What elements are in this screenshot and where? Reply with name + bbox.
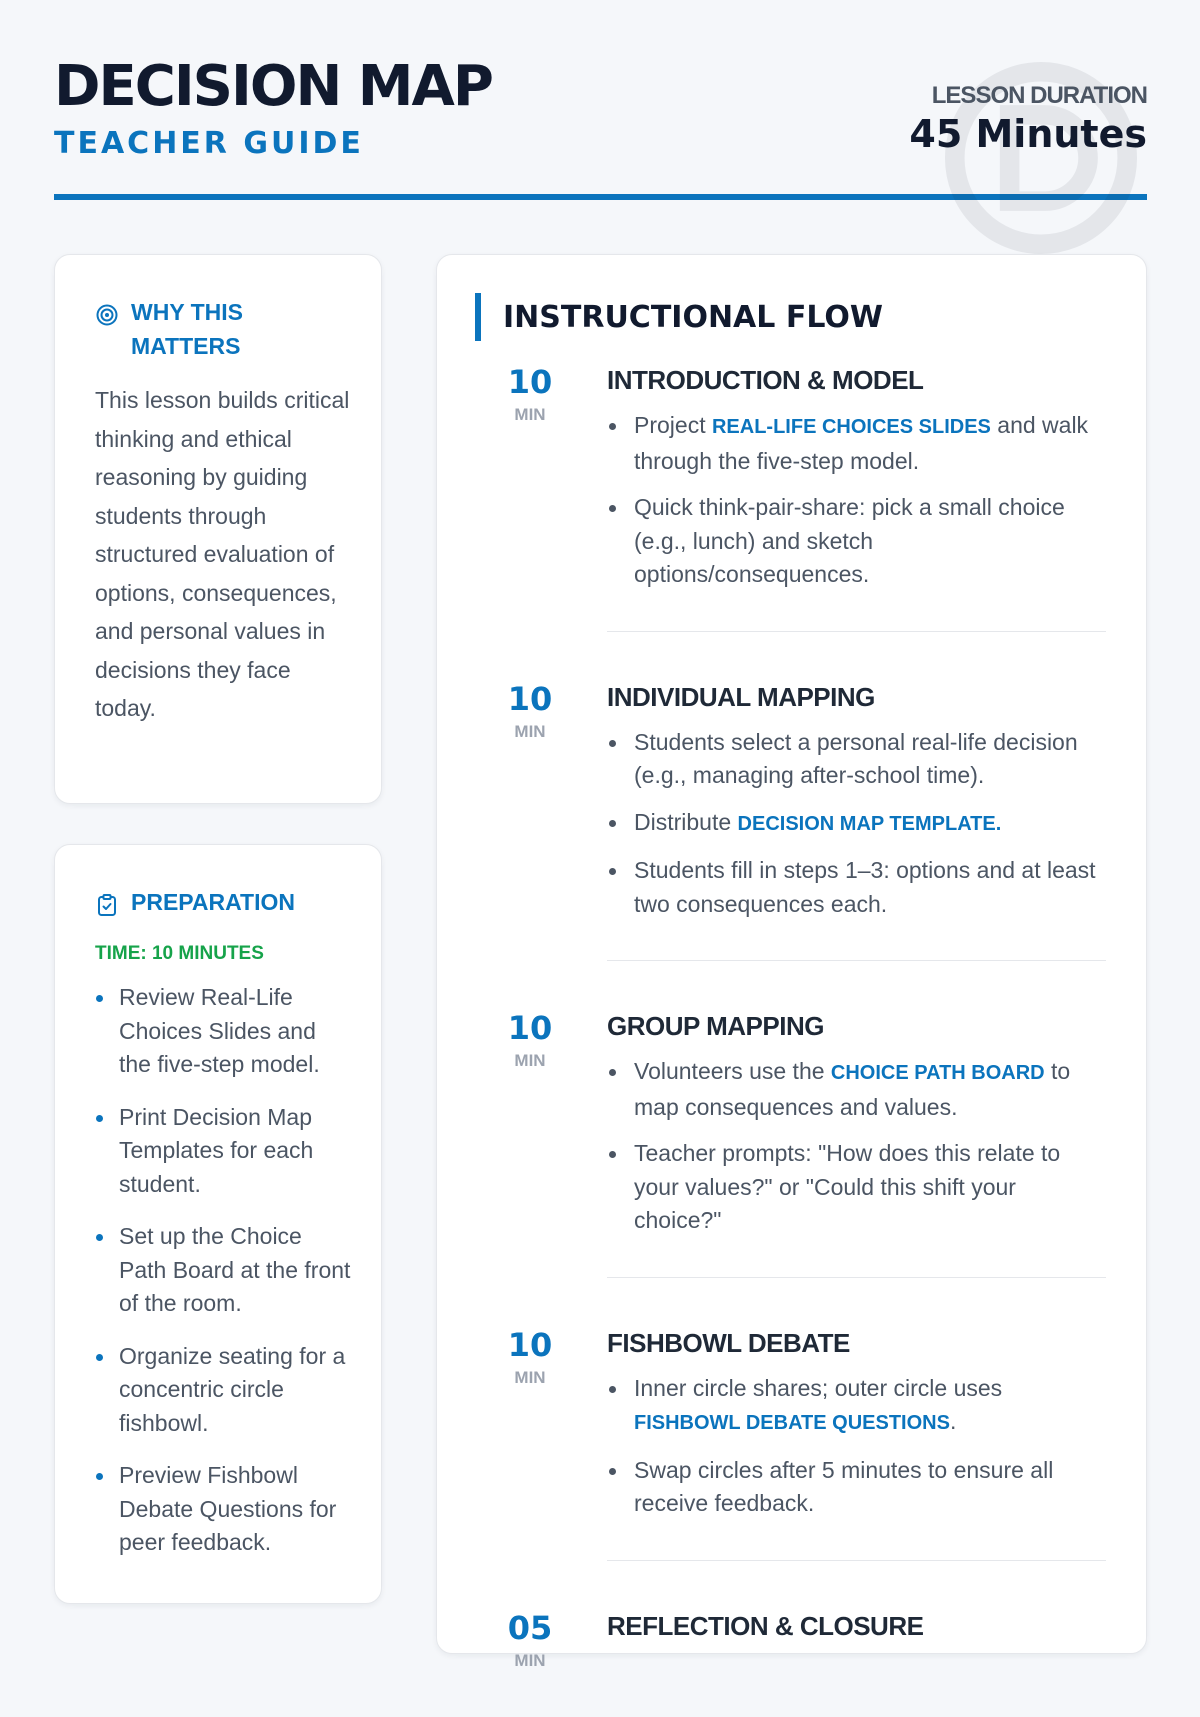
step-duration [475, 1609, 607, 1717]
bullet-text: Volunteers use the [634, 1058, 831, 1084]
preparation-card-title: PREPARATION [131, 889, 295, 915]
step-title: REFLECTION & CLOSURE [607, 1610, 924, 1641]
step-body [607, 680, 1106, 962]
why-card-header [95, 295, 353, 363]
bullet-text: . [949, 1408, 957, 1434]
step-minutes: 10 [507, 1325, 553, 1364]
why-card-title: WHY THIS MATTERS [131, 299, 244, 359]
flow-step [475, 680, 1106, 1010]
step-body [607, 1009, 1106, 1278]
step-minutes: 10 [507, 679, 553, 718]
step-bullet [607, 806, 1106, 842]
flow-step [475, 1326, 1106, 1609]
instructional-flow-title: INSTRUCTIONAL FLOW [503, 299, 883, 335]
preparation-card-header [95, 885, 353, 919]
resource-highlight: REAL-LIFE CHOICES SLIDES [711, 416, 991, 438]
page-subtitle: TEACHER GUIDE [54, 126, 364, 161]
bullet-text: Teacher prompts: "How does this relate to your values?" or "Could this shift your choice?" [634, 1140, 1061, 1233]
bullet-text: Distribute [634, 808, 738, 835]
step-unit: MIN [514, 1650, 546, 1670]
preparation-card [54, 844, 382, 1604]
step-duration [475, 1326, 607, 1609]
flow-step [475, 1609, 1106, 1717]
step-bullets [607, 1055, 1106, 1238]
duration-label: LESSON DURATION [931, 82, 1147, 109]
step-title: FISHBOWL DEBATE [607, 1327, 850, 1358]
step-bullet [607, 1454, 1106, 1521]
preparation-time: TIME: 10 MINUTES [95, 943, 264, 964]
step-minutes: 05 [507, 1608, 553, 1647]
page-title: DECISION MAP [54, 54, 492, 119]
flow-step [475, 363, 1106, 680]
step-unit: MIN [514, 1051, 546, 1070]
resource-highlight: DECISION MAP TEMPLATE [737, 812, 996, 835]
bullet-text: Quick think-pair-share: pick a small choice (e.g., lunch) and sketch options/consequences. [634, 494, 1065, 587]
step-title: INDIVIDUAL MAPPING [607, 681, 875, 712]
step-duration [475, 680, 607, 1010]
target-icon [95, 303, 119, 327]
bullet-text: Students select a personal real-life decision (e.g., managing after-school time). [634, 728, 1078, 788]
step-duration [475, 363, 607, 680]
step-body [607, 1609, 1106, 1669]
step-bullets [607, 409, 1106, 592]
bullet-text: Swap circles after 5 minutes to ensure all receive feedback. [634, 1456, 1054, 1516]
preparation-item: Organize seating for a concentric circle fishbowl. [95, 1340, 353, 1441]
bullet-text: Project [634, 412, 712, 438]
instructional-flow-card [436, 254, 1147, 1670]
step-bullet [607, 854, 1106, 921]
step-bullet [607, 1372, 1106, 1441]
step-title: GROUP MAPPING [607, 1011, 824, 1041]
preparation-item: Preview Fishbowl Debate Questions for peer feedback. [95, 1459, 353, 1560]
step-unit: MIN [514, 405, 546, 424]
bullet-text: Students fill in steps 1–3: options and at least two consequences each. [634, 857, 1096, 917]
flow-steps [475, 363, 1106, 1717]
bullet-text: to map consequences and values. [634, 1058, 1071, 1120]
step-bullet [607, 1055, 1106, 1124]
preparation-item: Set up the Choice Path Board at the front of the room. [95, 1220, 353, 1321]
why-card-text: This lesson builds critical thinking and ethical reasoning by guiding students through structured evaluation of options, consequences, and personal values in decisions they face today. [95, 387, 350, 721]
preparation-list [95, 981, 353, 1560]
step-bullets [607, 1372, 1106, 1521]
page-header [54, 52, 1147, 200]
step-bullets [607, 726, 1106, 922]
step-body [607, 363, 1106, 632]
why-this-matters-card [54, 254, 382, 804]
bullet-text: and walk through the five-step model. [634, 412, 1089, 474]
step-minutes: 10 [507, 363, 553, 401]
step-unit: MIN [514, 1367, 546, 1387]
step-bullet [607, 726, 1106, 793]
preparation-item: Print Decision Map Templates for each student. [95, 1101, 353, 1202]
step-bullet [607, 1137, 1106, 1238]
resource-highlight: CHOICE PATH BOARD [830, 1062, 1045, 1084]
bullet-text: . [995, 812, 1002, 835]
instructional-flow-header [475, 293, 1106, 341]
step-body [607, 1326, 1106, 1561]
preparation-item: Review Real-Life Choices Slides and the five-step model. [95, 981, 353, 1082]
clipboard-check-icon [95, 893, 119, 917]
step-duration [475, 1009, 607, 1326]
flow-step [475, 1009, 1106, 1326]
step-minutes: 10 [507, 1009, 553, 1047]
step-unit: MIN [514, 721, 546, 741]
resource-highlight: FISHBOWL DEBATE QUESTIONS [634, 1412, 950, 1434]
duration-value: 45 Minutes [909, 112, 1147, 156]
step-title: INTRODUCTION & MODEL [607, 365, 924, 395]
step-bullet [607, 491, 1106, 592]
step-bullet [607, 409, 1106, 478]
lesson-duration [909, 82, 1147, 156]
bullet-text: Inner circle shares; outer circle uses [634, 1374, 1003, 1401]
